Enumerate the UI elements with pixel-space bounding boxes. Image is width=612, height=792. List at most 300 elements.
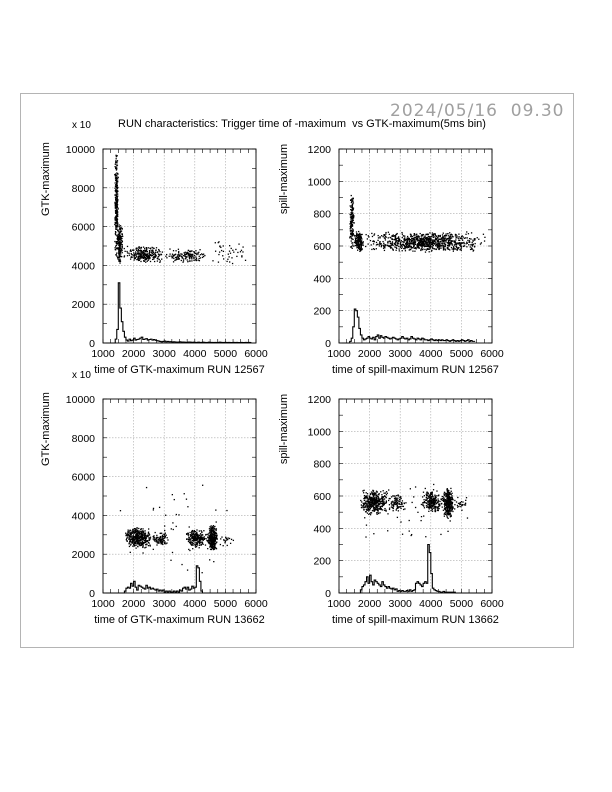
scatter-point — [181, 256, 182, 257]
scatter-point — [136, 531, 137, 532]
scatter-point — [352, 220, 353, 221]
scatter-point — [397, 517, 398, 518]
scatter-point — [383, 504, 384, 505]
x-tick-label: 5000 — [449, 598, 474, 610]
scatter-point — [128, 531, 129, 532]
scatter-point — [199, 540, 200, 541]
scatter-point — [212, 540, 213, 541]
scatter-point — [434, 502, 435, 503]
scatter-point — [474, 239, 475, 240]
scatter-point — [142, 251, 143, 252]
scatter-point — [117, 207, 118, 208]
scatter-point — [114, 241, 115, 242]
scatter-point — [365, 502, 366, 503]
scatter-point — [401, 248, 402, 249]
scatter-point — [166, 254, 167, 255]
scatter-point — [218, 261, 219, 262]
scatter-point — [410, 249, 411, 250]
scatter-point — [137, 541, 138, 542]
scatter-point — [127, 246, 128, 247]
scatter-point — [432, 511, 433, 512]
scatter-point — [131, 535, 132, 536]
scatter-point — [429, 499, 430, 500]
scatter-point — [355, 238, 356, 239]
scatter-point — [173, 258, 174, 259]
scatter-point — [426, 237, 427, 238]
scatter-point — [118, 235, 119, 236]
scatter-point — [459, 249, 460, 250]
scatter-point — [447, 497, 448, 498]
scatter-point — [446, 489, 447, 490]
scatter-point — [425, 241, 426, 242]
scatter-point — [153, 538, 154, 539]
scatter-point — [363, 241, 364, 242]
scatter-point — [391, 245, 392, 246]
scatter-point — [133, 542, 134, 543]
scatter-point — [379, 512, 380, 513]
scatter-point — [141, 257, 142, 258]
scatter-point — [200, 541, 201, 542]
scatter-point — [433, 237, 434, 238]
scatter-point — [443, 245, 444, 246]
scatter-point — [214, 545, 215, 546]
scatter-point — [382, 241, 383, 242]
scatter-point — [450, 488, 451, 489]
scatter-point — [378, 513, 379, 514]
scatter-point — [402, 241, 403, 242]
scatter-point — [377, 496, 378, 497]
scatter-point — [368, 235, 369, 236]
scatter-point — [137, 253, 138, 254]
scatter-point — [404, 248, 405, 249]
scatter-point — [117, 160, 118, 161]
scatter-point — [202, 544, 203, 545]
scatter-point — [377, 501, 378, 502]
scatter-point — [173, 250, 174, 251]
scatter-point — [428, 240, 429, 241]
scatter-point — [438, 249, 439, 250]
scatter-point — [470, 238, 471, 239]
scatter-point — [172, 255, 173, 256]
scatter-point — [435, 241, 436, 242]
scatter-point — [207, 548, 208, 549]
scatter-point — [458, 238, 459, 239]
scatter-point — [124, 248, 125, 249]
scatter-point — [211, 539, 212, 540]
scatter-point — [414, 233, 415, 234]
scatter-point — [388, 237, 389, 238]
scatter-point — [194, 255, 195, 256]
scatter-point — [216, 521, 217, 522]
scatter-point — [210, 534, 211, 535]
y-tick-label: 10000 — [65, 144, 95, 156]
scatter-point — [423, 515, 424, 516]
scatter-point — [458, 236, 459, 237]
scatter-point — [472, 241, 473, 242]
scatter-point — [193, 533, 194, 534]
y-tick-label: 800 — [313, 208, 331, 221]
scatter-point — [456, 501, 457, 502]
scatter-point — [157, 258, 158, 259]
scatter-point — [402, 246, 403, 247]
scatter-point — [423, 238, 424, 239]
scatter-point — [424, 244, 425, 245]
scatter-point — [377, 244, 378, 245]
scatter-point — [157, 252, 158, 253]
scatter-point — [143, 246, 144, 247]
scatter-point — [457, 506, 458, 507]
scatter-point — [196, 258, 197, 259]
y-tick-label: 1000 — [307, 426, 331, 439]
scatter-point — [414, 251, 415, 252]
tick-marks — [103, 399, 256, 593]
scatter-point — [238, 243, 239, 244]
scatter-point — [360, 246, 361, 247]
scatter-point — [405, 250, 406, 251]
scatter-point — [465, 504, 466, 505]
scatter-point — [119, 226, 120, 227]
scatter-point — [424, 507, 425, 508]
scatter-point — [388, 500, 389, 501]
scatter-point — [452, 497, 453, 498]
scatter-point — [214, 526, 215, 527]
scatter-point — [359, 251, 360, 252]
scatter-point — [392, 245, 393, 246]
scatter-point — [142, 534, 143, 535]
scatter-point — [209, 532, 210, 533]
scatter-point — [416, 246, 417, 247]
scatter-point — [157, 541, 158, 542]
scatter-point — [459, 238, 460, 239]
scatter-point — [138, 249, 139, 250]
scatter-point — [443, 499, 444, 500]
scatter-point — [119, 246, 120, 247]
scatter-point — [367, 238, 368, 239]
scatter-point — [461, 501, 462, 502]
scatter-point — [150, 261, 151, 262]
scatter-point — [381, 245, 382, 246]
scatter-point — [222, 255, 223, 256]
scatter-point — [421, 244, 422, 245]
y-tick-label: 6000 — [71, 221, 95, 234]
scatter-point — [376, 504, 377, 505]
scatter-point — [378, 237, 379, 238]
scatter-point — [115, 217, 116, 218]
scatter-point — [166, 542, 167, 543]
scatter-point — [116, 203, 117, 204]
scatter-point — [403, 509, 404, 510]
scatter-point — [395, 241, 396, 242]
scatter-point — [449, 505, 450, 506]
scatter-point — [117, 188, 118, 189]
scatter-point — [152, 253, 153, 254]
scatter-point — [193, 260, 194, 261]
scatter-point — [443, 496, 444, 497]
scatter-point — [423, 499, 424, 500]
scatter-point — [214, 535, 215, 536]
scatter-point — [383, 493, 384, 494]
scatter-point — [366, 496, 367, 497]
scatter-point — [192, 537, 193, 538]
scatter-point — [231, 257, 232, 258]
scatter-point — [148, 532, 149, 533]
scatter-point — [385, 510, 386, 511]
scatter-point — [439, 503, 440, 504]
x-tick-label: 2000 — [357, 348, 382, 360]
x-axis-label: time of GTK-maximum RUN 12567 — [94, 364, 265, 376]
scatter-point — [446, 512, 447, 513]
scatter-point — [466, 497, 467, 498]
scatter-point — [353, 202, 354, 203]
scatter-point — [412, 238, 413, 239]
scatter-point — [365, 496, 366, 497]
scatter-point — [148, 247, 149, 248]
scatter-point — [139, 258, 140, 259]
scatter-point — [169, 253, 170, 254]
scatter-point — [372, 494, 373, 495]
scatter-point — [416, 236, 417, 237]
scatter-point — [466, 243, 467, 244]
scatter-point — [156, 247, 157, 248]
scatter-point — [178, 257, 179, 258]
scatter-point — [467, 237, 468, 238]
scatter-point — [166, 535, 167, 536]
scatter-point — [144, 537, 145, 538]
scatter-point — [414, 248, 415, 249]
scatter-point — [390, 247, 391, 248]
grid — [103, 399, 256, 593]
scatter-point — [146, 543, 147, 544]
scatter-point — [427, 241, 428, 242]
scatter-point — [383, 236, 384, 237]
scatter-point — [384, 510, 385, 511]
scatter-point — [142, 530, 143, 531]
scatter-point — [194, 540, 195, 541]
scatter-point — [116, 190, 117, 191]
scatter-point — [396, 504, 397, 505]
scatter-point — [389, 504, 390, 505]
scatter-point — [117, 257, 118, 258]
y-tick-label: 0 — [325, 588, 331, 600]
scatter-point — [432, 492, 433, 493]
scatter-point — [430, 494, 431, 495]
scatter-point — [186, 533, 187, 534]
scatter-point — [220, 538, 221, 539]
scatter-point — [393, 508, 394, 509]
grid — [339, 399, 492, 593]
scatter-point — [407, 244, 408, 245]
scatter-point — [427, 502, 428, 503]
scatter-point — [418, 236, 419, 237]
scatter-point — [166, 257, 167, 258]
scatter-point — [206, 534, 207, 535]
scatter-point — [372, 499, 373, 500]
scatter-point — [221, 536, 222, 537]
scatter-point — [142, 528, 143, 529]
scatter-point — [147, 258, 148, 259]
scatter-point — [127, 252, 128, 253]
scatter-point — [204, 536, 205, 537]
scatter-point — [388, 232, 389, 233]
scatter-point — [396, 247, 397, 248]
scatter-point — [184, 254, 185, 255]
scatter-point — [149, 256, 150, 257]
scatter-point — [382, 506, 383, 507]
scatter-point — [199, 547, 200, 548]
scatter-point — [432, 239, 433, 240]
scatter-point — [187, 261, 188, 262]
scatter-point — [368, 502, 369, 503]
scatter-point — [433, 241, 434, 242]
scatter-point — [350, 246, 351, 247]
scatter-point — [364, 498, 365, 499]
scatter-point — [126, 538, 127, 539]
scatter-point — [387, 242, 388, 243]
scatter-point — [225, 537, 226, 538]
scatter-point — [361, 501, 362, 502]
scatter-point — [204, 538, 205, 539]
scatter-point — [373, 248, 374, 249]
scatter-point — [351, 195, 352, 196]
scatter-point — [370, 493, 371, 494]
y-tick-label: 10000 — [65, 394, 95, 406]
scatter-point — [472, 242, 473, 243]
scatter-point — [114, 174, 115, 175]
scatter-point — [414, 234, 415, 235]
scatter-point — [408, 245, 409, 246]
scatter-point — [431, 250, 432, 251]
scatter-point — [429, 232, 430, 233]
scatter-point — [189, 258, 190, 259]
scatter-point — [358, 239, 359, 240]
scatter-point — [351, 200, 352, 201]
scatter-point — [387, 493, 388, 494]
scatter-point — [187, 569, 188, 570]
scatter-point — [136, 250, 137, 251]
histogram-line — [106, 566, 256, 593]
scatter-point — [232, 263, 233, 264]
scatter-point — [429, 251, 430, 252]
histogram-line — [106, 283, 251, 343]
scatter-point — [176, 259, 177, 260]
scatter-point — [469, 240, 470, 241]
scatter-point — [444, 506, 445, 507]
scatter-point — [420, 250, 421, 251]
scatter-point — [197, 252, 198, 253]
scatter-point — [119, 244, 120, 245]
scatter-point — [178, 514, 179, 515]
scatter-point — [400, 521, 401, 522]
scatter-point — [405, 502, 406, 503]
scatter-point — [390, 241, 391, 242]
scatter-point — [405, 244, 406, 245]
scatter-point — [444, 513, 445, 514]
scatter-point — [223, 258, 224, 259]
scatter-point — [147, 535, 148, 536]
scatter-point — [442, 234, 443, 235]
scatter-point — [120, 255, 121, 256]
scatter-point — [121, 247, 122, 248]
scatter-point — [395, 501, 396, 502]
scatter-point — [472, 248, 473, 249]
scatter-point — [350, 222, 351, 223]
scatter-point — [142, 546, 143, 547]
scatter-point — [130, 249, 131, 250]
scatter-point — [382, 498, 383, 499]
scatter-point — [396, 499, 397, 500]
scatter-point — [433, 234, 434, 235]
scatter-point — [421, 248, 422, 249]
scatter-point — [451, 491, 452, 492]
scatter-point — [441, 245, 442, 246]
scatter-point — [419, 238, 420, 239]
scatter-point — [407, 236, 408, 237]
scatter-point — [119, 224, 120, 225]
scatter-point — [379, 245, 380, 246]
scatter-point — [373, 533, 374, 534]
scatter-point — [357, 236, 358, 237]
scatter-point — [136, 527, 137, 528]
scatter-point — [351, 240, 352, 241]
scatter-point — [195, 544, 196, 545]
scatter-point — [420, 241, 421, 242]
scatter-point — [415, 486, 416, 487]
scatter-point — [185, 252, 186, 253]
scatter-point — [384, 508, 385, 509]
scatter-point — [446, 507, 447, 508]
scatter-point — [447, 518, 448, 519]
scatter-point — [435, 507, 436, 508]
scatter-point — [362, 507, 363, 508]
scatter-point — [439, 501, 440, 502]
scatter-point — [433, 505, 434, 506]
y-tick-label: 4000 — [71, 260, 95, 273]
scatter-point — [402, 500, 403, 501]
scatter-point — [374, 499, 375, 500]
scatter-point — [127, 531, 128, 532]
scatter-point — [371, 507, 372, 508]
scatter-point — [383, 245, 384, 246]
scatter-point — [362, 490, 363, 491]
scatter-point — [449, 232, 450, 233]
scatter-point — [444, 501, 445, 502]
scatter-point — [144, 540, 145, 541]
scatter-point — [423, 243, 424, 244]
scatter-point — [198, 260, 199, 261]
scatter-point — [421, 239, 422, 240]
scatter-point — [153, 258, 154, 259]
scatter-point — [445, 233, 446, 234]
scatter-point — [433, 484, 434, 485]
scatter-point — [372, 491, 373, 492]
scatter-point — [180, 253, 181, 254]
scatter-point — [213, 536, 214, 537]
scatter-point — [149, 254, 150, 255]
x-tick-label: 4000 — [183, 348, 207, 360]
scatter-point — [159, 251, 160, 252]
scatter-point — [446, 235, 447, 236]
scatter-point — [350, 214, 351, 215]
scatter-point — [214, 540, 215, 541]
scatter-point — [242, 246, 243, 247]
scatter-point — [464, 504, 465, 505]
scatter-point — [121, 238, 122, 239]
scatter-point — [145, 535, 146, 536]
scatter-point — [146, 541, 147, 542]
scatter-point — [429, 238, 430, 239]
scatter-point — [141, 536, 142, 537]
scatter-point — [434, 243, 435, 244]
